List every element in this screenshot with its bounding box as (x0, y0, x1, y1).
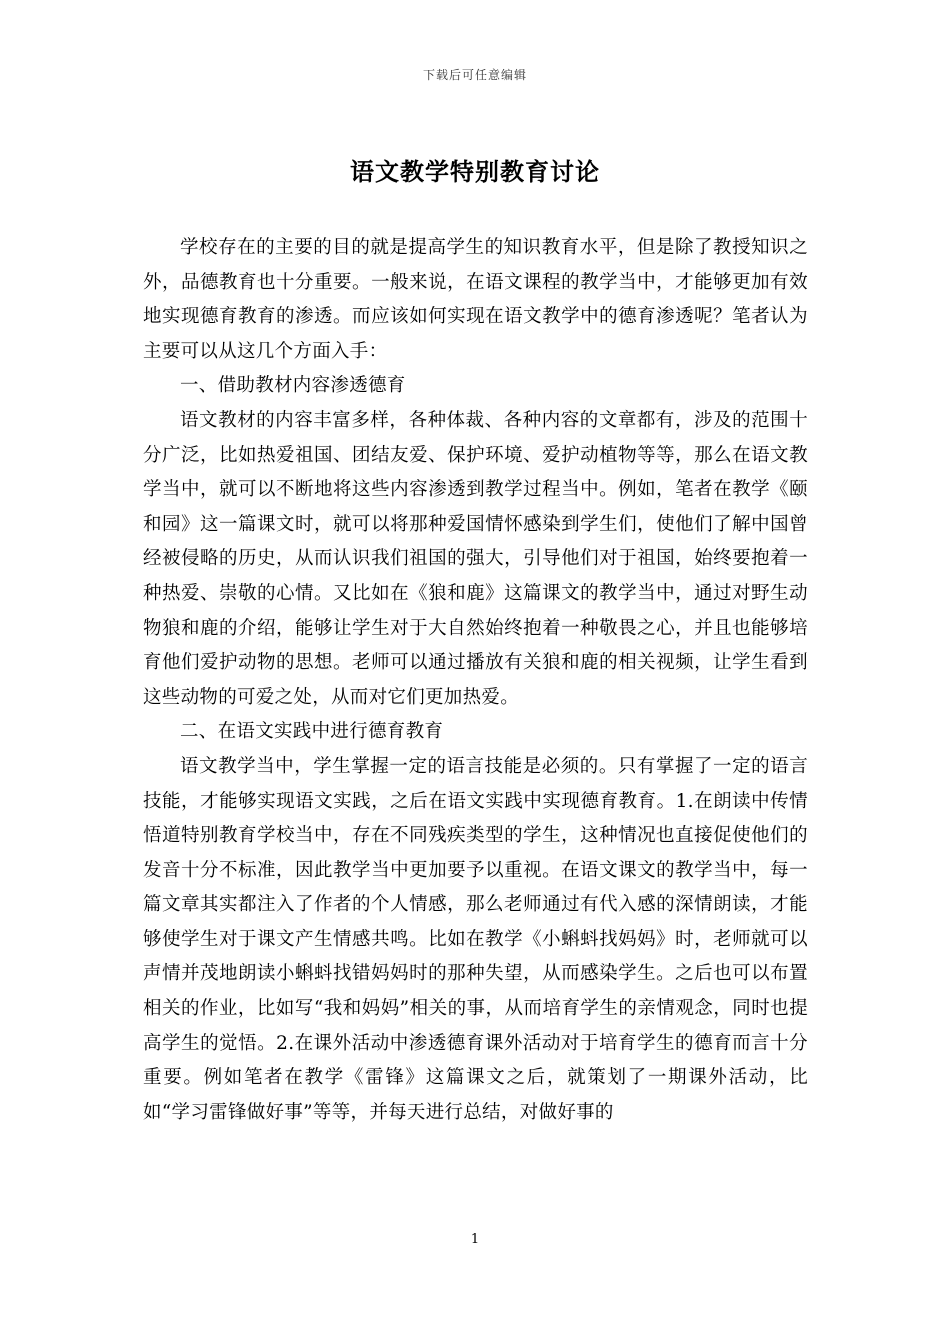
header-note: 下载后可任意编辑 (422, 68, 527, 82)
section-heading-2: 二、在语文实践中进行德育教育 (180, 721, 444, 743)
page-number: 1 (470, 1232, 480, 1247)
paragraph-section-2: 语文教学当中，学生掌握一定的语言技能是必须的。只有掌握了一定的语言技能，才能够实现语文实践，之后在语文实践中实现德育教育。1.在朗读中传情悟道特别教育学校当中，存在不同残疾类型的学生，这种情况也直接促使他们的发音十分不标准，因此教学当中更加要予以重视。在语文课文的教学当中，每一篇文章其实都注入了作者的个人情感，那么老师通过有代入感的深情朗读，才能够使学生对于课文产生情感共鸣。比如在教学《小蝌蚪找妈妈》时，老师就可以声情并茂地朗读小蝌蚪找错妈妈时的那种失望，从而感染学生。之后也可以布置相关的作业，比如写“我和妈妈”相关的事，从而培育学生的亲情观念，同时也提高学生的觉悟。2.在课外活动中渗透德育课外活动对于培育学生的德育而言十分重要。例如笔者在教学《雷锋》这篇课文之后，就策划了一期课外活动，比如“学习雷锋做好事”等等，并每天进行总结，对做好事的 (143, 755, 808, 1123)
paragraph-intro: 学校存在的主要的目的就是提高学生的知识教育水平，但是除了教授知识之外，品德教育也十分重要。一般来说，在语文课程的教学当中，才能够更加有效地实现德育教育的渗透。而应该如何实现在语文教学中的德育渗透呢？笔者认为主要可以从这几个方面入手： (143, 237, 808, 362)
document-body (143, 231, 808, 1130)
paragraph-section-1: 语文教材的内容丰富多样，各种体裁、各种内容的文章都有，涉及的范围十分广泛，比如热爱祖国、团结友爱、保护环境、爱护动植物等等，那么在语文教学当中，就可以不断地将这些内容渗透到教学过程当中。例如，笔者在教学《颐和园》这一篇课文时，就可以将那种爱国情怀感染到学生们，使他们了解中国曾经被侵略的历史，从而认识我们祖国的强大，引导他们对于祖国，始终要抱着一种热爱、崇敬的心情。又比如在《狼和鹿》这篇课文的教学当中，通过对野生动物狼和鹿的介绍，能够让学生对于大自然始终抱着一种敬畏之心，并且也能够培育他们爱护动物的思想。老师可以通过播放有关狼和鹿的相关视频，让学生看到这些动物的可爱之处，从而对它们更加热爱。 (143, 409, 808, 708)
document-title: 语文教学特别教育讨论 (350, 157, 600, 186)
section-heading-1: 一、借助教材内容渗透德育 (180, 375, 406, 397)
